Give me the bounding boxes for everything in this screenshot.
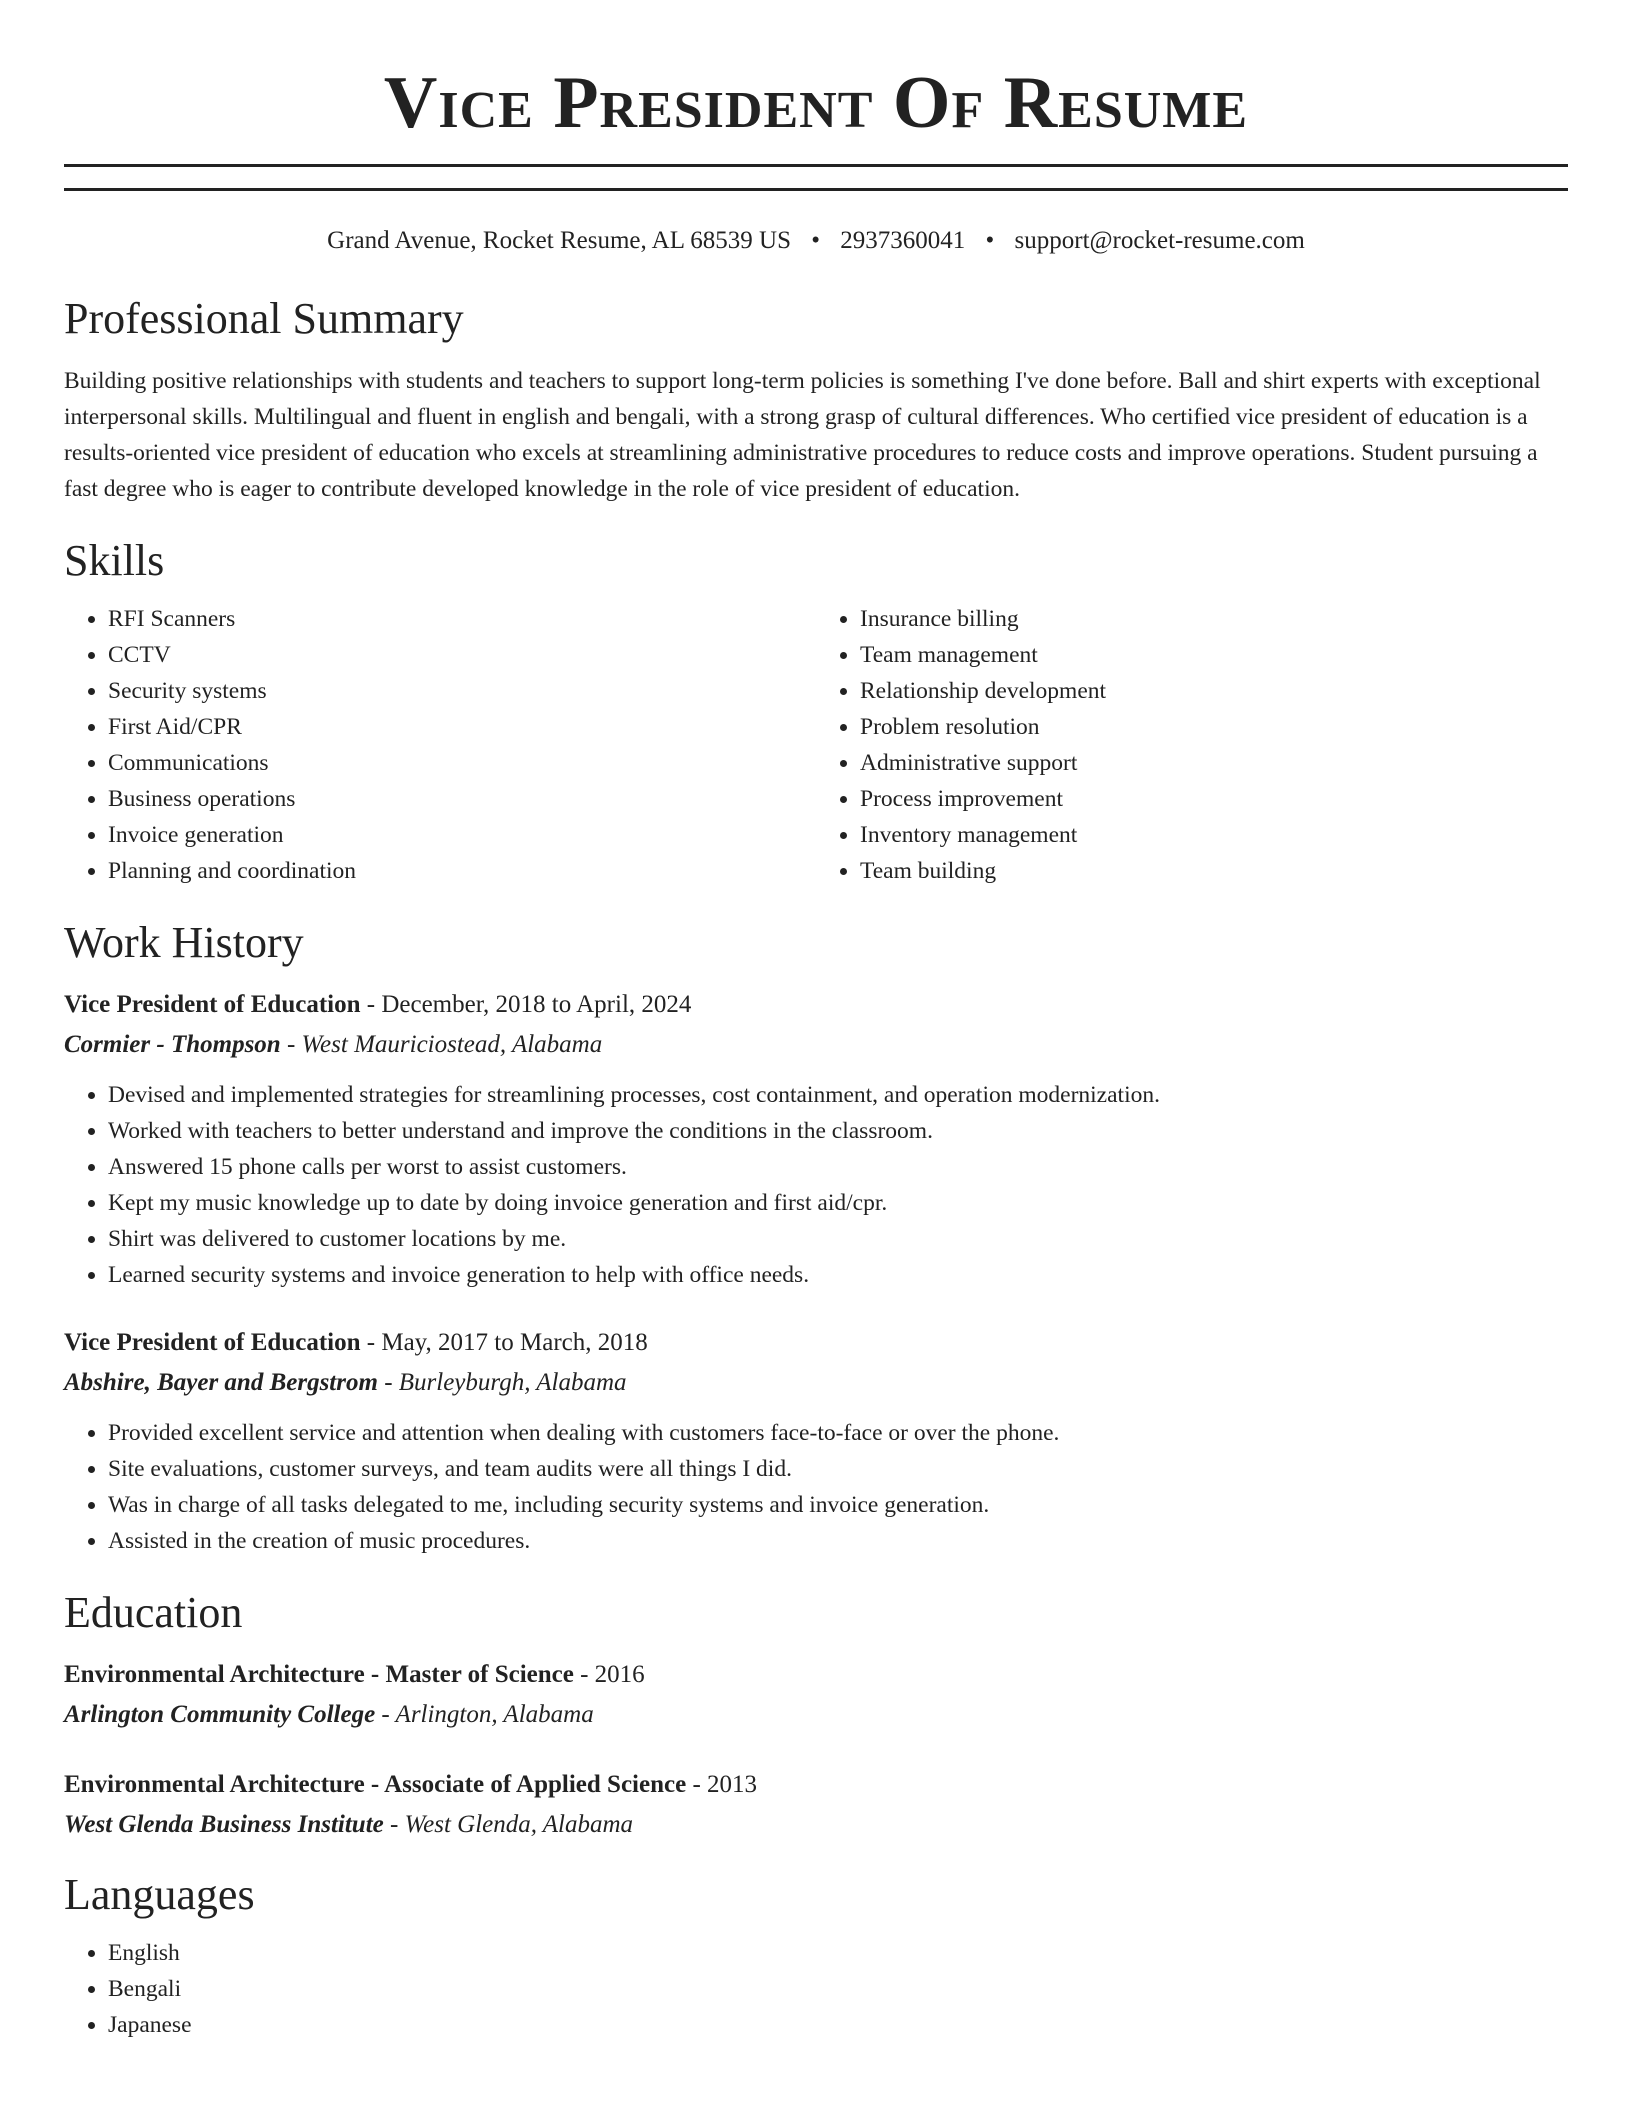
skill-item: • Planning and coordination [108,853,816,889]
education-institution [64,1805,1568,1845]
job-duty: • Worked with teachers to better understand and improve the conditions in the classroom. [108,1113,1568,1149]
contact-phone: 2937360041 [840,227,966,254]
job-duty: • Assisted in the creation of music procedures. [108,1523,1568,1559]
job-employer [64,1025,1568,1065]
skill-item: • Relationship development [860,673,1568,709]
job-employer [64,1363,1568,1403]
education-degree: Environmental Architecture - Master of Science [64,1661,574,1688]
skill-item: • Insurance billing [860,601,1568,637]
skill-item: • Inventory management [860,817,1568,853]
skill-item: • Team management [860,637,1568,673]
title-divider-bottom [64,188,1568,191]
language-item: • Bengali [108,1971,1568,2007]
skills-columns [64,601,1568,889]
skills-list-right [816,601,1568,889]
languages-list [64,1935,1568,2043]
job-company: Cormier - Thompson [64,1031,281,1058]
contact-separator: • [985,227,995,254]
education-heading: Education [64,1588,243,1637]
job-title: Vice President of Education [64,991,361,1018]
job-header [64,1323,1568,1363]
skills-heading: Skills [64,536,165,585]
job-duty: • Provided excellent service and attention when dealing with customers face-to-face or over the phone. [108,1415,1568,1451]
education-header [64,1655,1568,1695]
contact-line [64,225,1568,257]
job-duty: • Learned security systems and invoice generation to help with office needs. [108,1257,1568,1293]
education-school: Arlington Community College [64,1701,376,1728]
skills-list-left [64,601,816,889]
education-location: - West Glenda, Alabama [383,1811,634,1838]
summary-text: Building positive relationships with students and teachers to support long-term policies is something I've done before. Ball and shirt experts with exceptional interpersonal skills. Multilingual and fluent in english and bengali, with a strong grasp of cultural differences. Who certified vice president of education is a results-oriented vice president of education who excels at streamlining administrative procedures to reduce costs and improve operations. Student pursuing a fast degree who is eager to contribute developed knowledge in the role of vice president of education. [64,368,1541,502]
education-institution [64,1695,1568,1735]
job-duty: • Kept my music knowledge up to date by doing invoice generation and first aid/cpr. [108,1185,1568,1221]
skill-item: • Process improvement [860,781,1568,817]
education-entry [64,1655,1568,1735]
language-item: • English [108,1935,1568,1971]
language-item: • Japanese [108,2007,1568,2043]
job-duty: • Shirt was delivered to customer locations by me. [108,1221,1568,1257]
job-duty: • Was in charge of all tasks delegated to me, including security systems and invoice generation. [108,1487,1568,1523]
job-title: Vice President of Education [64,1329,361,1356]
resume-title: Vice President Of Resume [383,62,1249,144]
skill-item: • Administrative support [860,745,1568,781]
languages-heading: Languages [64,1870,255,1919]
contact-address: Grand Avenue, Rocket Resume, AL 68539 US [327,227,791,254]
skill-item: • First Aid/CPR [108,709,816,745]
education-header [64,1765,1568,1805]
job-entry [64,1323,1568,1559]
job-duties [64,1415,1568,1559]
skill-item: • RFI Scanners [108,601,816,637]
job-dates: - May, 2017 to March, 2018 [360,1329,648,1356]
work-history-heading: Work History [64,918,304,967]
skill-item: • Problem resolution [860,709,1568,745]
contact-separator: • [811,227,821,254]
skill-item: • Team building [860,853,1568,889]
job-duty: • Site evaluations, customer surveys, and team audits were all things I did. [108,1451,1568,1487]
skill-item: • Invoice generation [108,817,816,853]
job-header [64,985,1568,1025]
job-location: - Burleyburgh, Alabama [377,1369,627,1396]
skill-item: • Communications [108,745,816,781]
job-duty: • Answered 15 phone calls per worst to assist customers. [108,1149,1568,1185]
summary-heading: Professional Summary [64,294,464,343]
job-duty: • Devised and implemented strategies for streamlining processes, cost containment, and operation modernization. [108,1077,1568,1113]
education-year: - 2013 [686,1771,758,1798]
job-dates: - December, 2018 to April, 2024 [360,991,692,1018]
job-location: - West Mauriciostead, Alabama [280,1031,603,1058]
education-entry [64,1765,1568,1845]
education-year: - 2016 [573,1661,645,1688]
job-entry [64,985,1568,1293]
skill-item: • Business operations [108,781,816,817]
job-duties [64,1077,1568,1293]
education-school: West Glenda Business Institute [64,1811,384,1838]
job-company: Abshire, Bayer and Bergstrom [64,1369,378,1396]
contact-email: support@rocket-resume.com [1014,227,1305,254]
education-degree: Environmental Architecture - Associate of Applied Science [64,1771,687,1798]
skill-item: • CCTV [108,637,816,673]
education-location: - Arlington, Alabama [375,1701,594,1728]
skill-item: • Security systems [108,673,816,709]
